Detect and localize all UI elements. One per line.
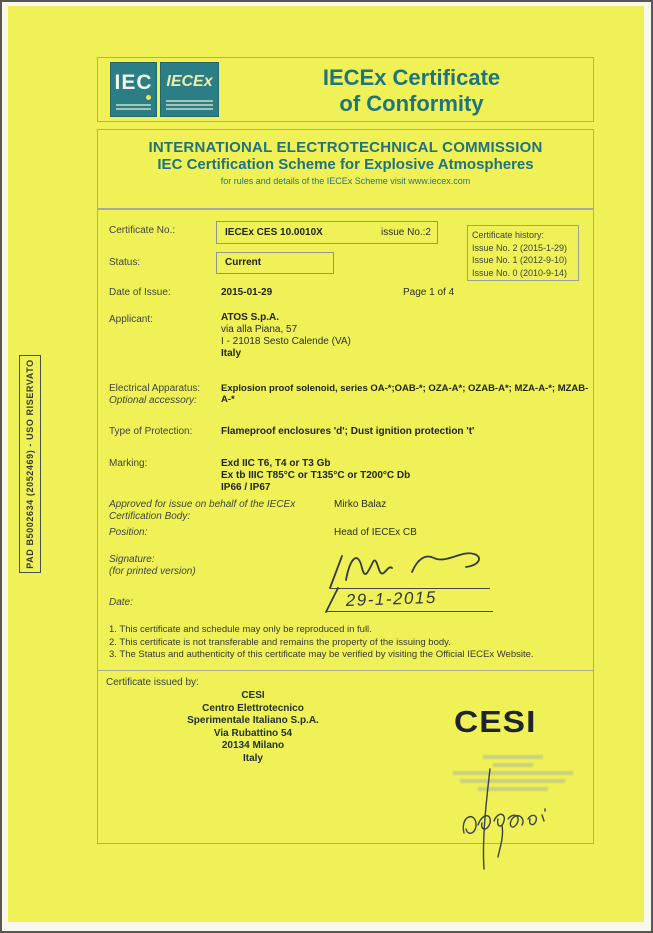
certificate-history-item: Issue No. 1 (2012-9-10) bbox=[472, 255, 568, 265]
issuer-box bbox=[97, 670, 594, 844]
issuer-address-line: Sperimentale Italiano S.p.A. bbox=[187, 715, 319, 726]
note-line: 1. This certificate and schedule may only be reproduced in full. bbox=[109, 624, 372, 635]
issuer-label: Certificate issued by: bbox=[106, 677, 199, 688]
optional-accessory-label: Optional accessory: bbox=[109, 395, 197, 406]
commission-banner bbox=[97, 129, 594, 209]
signature-sublabel: (for printed version) bbox=[109, 566, 196, 577]
page-title bbox=[238, 65, 585, 117]
marking-line: Ex tb IIIC T85°C or T135°C or T200°C Db bbox=[221, 470, 411, 481]
certificate-history-box bbox=[467, 225, 579, 281]
page-title-line1: IECEx Certificate bbox=[322, 65, 501, 90]
issuer-signature-handwriting bbox=[428, 763, 603, 873]
signature-handwriting bbox=[320, 540, 500, 590]
certificate-page bbox=[8, 6, 644, 922]
applicant-label: Applicant: bbox=[109, 314, 153, 325]
issuer-address-line: Via Rubattino 54 bbox=[213, 727, 293, 739]
iec-logo-dot bbox=[146, 95, 151, 100]
approved-by-label-line2: Certification Body: bbox=[109, 511, 191, 522]
date-of-issue-value: 2015-01-29 bbox=[221, 287, 273, 298]
applicant-address-line: via alla Piana, 57 bbox=[221, 324, 298, 335]
handwritten-date-text: 29-1-2015 bbox=[345, 587, 438, 610]
approved-by-value: Mirko Balaz bbox=[334, 499, 387, 510]
status-value: Current bbox=[225, 257, 262, 268]
applicant-country: Italy bbox=[221, 348, 242, 359]
iec-logo-finetext bbox=[116, 102, 151, 110]
archive-side-label bbox=[19, 355, 41, 573]
page-title-line2: of Conformity bbox=[339, 91, 484, 116]
note-line: 3. The Status and authenticity of this certificate may be verified by visiting the Official IECEx Website. bbox=[109, 649, 534, 660]
certificate-no-value: IECEx CES 10.0010X bbox=[225, 227, 323, 238]
iec-logo-text: IEC bbox=[114, 71, 153, 94]
date-of-issue-label: Date of Issue: bbox=[109, 287, 171, 298]
issuer-address-line: Italy bbox=[242, 752, 263, 764]
position-value: Head of IECEx CB bbox=[334, 527, 417, 538]
certificate-history-item: Issue No. 0 (2010-9-14) bbox=[472, 267, 568, 278]
certificate-history-title: Certificate history: bbox=[472, 230, 545, 240]
issuer-name: CESI bbox=[241, 690, 265, 701]
type-of-protection-label: Type of Protection: bbox=[109, 426, 193, 437]
archive-side-label-text: PAD B5002634 (2052469) - USO RISERVATO bbox=[25, 359, 35, 569]
position-label: Position: bbox=[109, 527, 148, 538]
date-handwriting bbox=[320, 586, 500, 614]
type-of-protection-value: Flameproof enclosures 'd'; Dust ignition protection 't' bbox=[221, 426, 475, 437]
issuer-address-line: Centro Elettrotecnico bbox=[202, 702, 304, 714]
certificate-body bbox=[97, 209, 594, 671]
certificate-notes bbox=[109, 624, 534, 662]
marking-label: Marking: bbox=[109, 458, 148, 469]
commission-line3: for rules and details of the IECEx Scheme visit www.iecex.com bbox=[220, 176, 471, 186]
date-line bbox=[326, 611, 493, 612]
marking-line: Exd IIC T6, T4 or T3 Gb bbox=[221, 458, 331, 469]
date-label: Date: bbox=[109, 597, 133, 608]
cesi-logo: CESI bbox=[454, 704, 537, 739]
iec-logo-icon bbox=[111, 63, 156, 116]
issuer-address-block bbox=[153, 690, 353, 765]
commission-line1: INTERNATIONAL ELECTROTECHNICAL COMMISSION bbox=[148, 139, 543, 156]
status-label: Status: bbox=[109, 257, 141, 268]
applicant-name: ATOS S.p.A. bbox=[221, 312, 279, 323]
certificate-no-field bbox=[216, 221, 438, 244]
certificate-history-item: Issue No. 2 (2015-1-29) bbox=[472, 242, 568, 253]
applicant-address-line: I - 21018 Sesto Calende (VA) bbox=[221, 336, 351, 347]
status-field bbox=[216, 252, 334, 274]
signature-label: Signature: bbox=[109, 554, 155, 565]
iecex-logo-finetext bbox=[166, 98, 213, 110]
approved-by-label-line1: Approved for issue on behalf of the IECEx bbox=[109, 499, 296, 510]
note-line: 2. This certificate is not transferable and remains the property of the issuing body. bbox=[109, 636, 451, 648]
iecex-logo-icon bbox=[161, 63, 218, 116]
electrical-apparatus-label: Electrical Apparatus: bbox=[109, 383, 201, 394]
header-box bbox=[97, 57, 594, 122]
marking-line: IP66 / IP67 bbox=[221, 482, 271, 493]
page-indicator: Page 1 of 4 bbox=[403, 287, 455, 298]
commission-line2: IEC Certification Scheme for Explosive Atmospheres bbox=[157, 156, 534, 173]
electrical-apparatus-value: Explosion proof solenoid, series OA-*;OAB-*; OZA-A*; OZAB-A*; MZA-A-*; MZAB-A-* bbox=[221, 383, 589, 405]
issuer-address-line: 20134 Milano bbox=[221, 740, 285, 751]
iecex-logo-text: IECEx bbox=[166, 73, 213, 90]
issue-no-value: issue No.:2 bbox=[380, 227, 431, 238]
certificate-no-label: Certificate No.: bbox=[109, 225, 176, 236]
